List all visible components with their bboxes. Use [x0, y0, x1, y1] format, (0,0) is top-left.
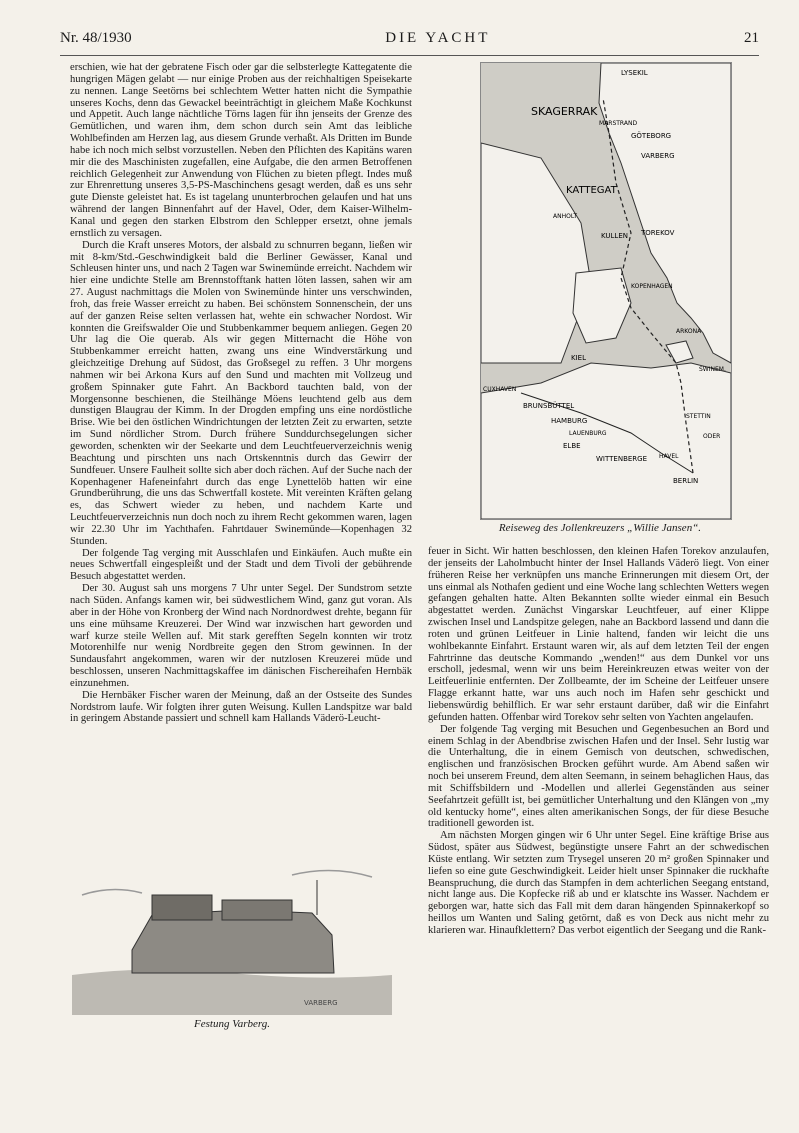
map-label-elbe: ELBE [563, 442, 581, 450]
paragraph: Am nächsten Morgen gingen wir 6 Uhr unter Segel. Eine kräftige Brise aus Südost, später aus Südwest, begünstigte unsere Fahrt an der schwedischen Küste entlang. Wir setzten zum Trysegel unseren 20 m² großen Spinnaker und liefen so eine gute Geschwindigkeit. Leider hielt unser Spinnaker die ruckhafte Beanspruchung, die durch das Stampfen in dem achterlichen Seegang entstand, nicht lange aus. Die Kopfecke riß ab und er klatschte ins Wasser. Nachdem er geborgen war, hatte sich das Fall mit dem daran hängenden Spinnakerkopf so heillos um Wanten und Saling getörnt, daß es von Deck aus nicht mehr zu klarieren war. Hinaufklettern? Das verbot eigentlich der Seegang und die Rank- [428, 830, 769, 936]
map-label-goteborg: GÖTEBORG [631, 132, 672, 140]
map-label-kattegat: KATTEGAT [566, 185, 617, 196]
map-label-marstrand: MARSTRAND [599, 120, 638, 127]
fortress-sketch [72, 855, 392, 1015]
map-label-swinemunde: SWINEM. [699, 366, 726, 373]
map-label-skagerrak: SKAGERRAK [531, 105, 598, 118]
header-rule [60, 55, 759, 56]
map-label-varberg: VARBERG [641, 152, 675, 160]
map-label-cuxhaven: CUXHAVEN [483, 386, 517, 393]
map-label-kiel: KIEL [571, 354, 586, 362]
issue-number: Nr. 48/1930 [60, 30, 132, 46]
map-label-lysekil: LYSEKIL [621, 69, 648, 77]
paragraph: Die Hernbäker Fischer waren der Meinung, daß an der Ostseite des Sundes Nordstrom laufe. Wir folgten ihrer guten Weisung. Kullen Landspitze war bald in geringem Abstande passiert und schnell kam Hallands Väderö-Leucht- [70, 689, 412, 725]
route-map [480, 62, 732, 520]
map-caption: Reiseweg des Jollenkreuzers „Willie Jansen“. [498, 522, 702, 534]
map-label-torekov: TOREKOV [641, 229, 675, 237]
fortress-signature: VARBERG [304, 999, 338, 1007]
map-label-berlin: BERLIN [673, 477, 699, 485]
paragraph: Durch die Kraft unseres Motors, der alsbald zu schnurren begann, ließen wir mit 8-km/Std.-Geschwindigkeit bald die Berliner Gewässer, Kanal und Schleusen hinter uns, und nach 2 Tagen war Swinemünde erreicht. Nachdem wir hier eine undichte Stelle am Brennstofftank hatten löten lassen, sahen wir am 27. August nachmittags die Molen von Swinemünde hinter uns verschwinden, froh, das freie Wasser erreicht zu haben. Bei schönstem Sonnenschein, der uns auf der ganzen Reise selten verlassen hat, wehte ein schwacher Nordost. Wir konnten die Greifswalder Oie und Stubbenkammer bequem anliegen. Gegen 20 Uhr lag die Oie querab. Als wir gegen Mitternacht die Höhe von Stubbenkammer erreicht hatten, zwang uns eine Windverstärkung und gleichzeitige Drehung auf Südost, das Großsegel zu reffen. 3 Uhr morgens nahmen wir bei Arkona Kurs auf den Sund und machten mit Vollzeug und großem Spinnaker gute Fahrt. An Backbord tauchten bald, von der Morgensonne beschienen, die Steilhänge Möens leuchtend gelb aus dem dunstigen Blaugrau der Kimm. In der Drogden empfing uns eine nordöstliche Brise. Wie bei den östlichen Windrichtungen der letzten Zeit zu erwarten, setzte im Sund nördlicher Strom. Durch frühere Sunddurchsegelungen sicher geworden, schenkten wir der Seekarte und dem Leuchtfeuerverzeichnis wenig Beachtung und pirschten uns nach Ortskenntnis durch das Gewirr der Sundfeuer. Unsere Faulheit sollte sich aber doch rächen. Auf der Suche nach der Kopenhagener Hafeneinfahrt durch das enge Lynettelöb hatten wir eine Grundberührung, die uns das Schwertfall kostete. Mit vereinten Kräften gelang es, das Schwert wieder zu heben, und nachdem Karte und Leuchtfeuerverzeichnis nun doch noch zu ihrem Recht gekommen waren, lagen wir 22.30 Uhr im Yachthafen. Fahrtdauer Swinemünde—Kopenhagen 32 Stunden. [70, 239, 412, 547]
paragraph: Der folgende Tag verging mit Ausschlafen und Einkäufen. Auch mußte ein neues Schwertfall eingespleißt und der Stadt und dem Tivoli der gebührende Besuch abgestattet werden. [70, 547, 412, 583]
map-label-brunsbuttel: BRUNSBÜTTEL [523, 402, 575, 410]
map-label-wittenberge: WITTENBERGE [596, 455, 648, 463]
fortress-caption: Festung Varberg. [194, 1018, 270, 1030]
paragraph: Der folgende Tag verging mit Besuchen und Gegenbesuchen an Bord und einem Schlag in der Abendbrise zwischen Hafen und der Insel. Sehr lustig war die Unterhaltung, die in einem Gemisch von deutschen, schwedischen, englischen und französischen Brocken geführt wurde. Am Abend saßen wir noch bei unserem Freund, dem alten Seemann, in seinem behaglichen Haus, das mit Schiffsbildern und -Modellen und allerlei Gegenständen aus seiner Seefahrtzeit gefüllt ist, bei gemütlicher Unterhaltung und den Klängen von „my old kentucky home“, eines alten amerikanischen Songs, der für diese Besuche traditionell geworden ist. [428, 723, 769, 830]
fortress-illustration [72, 855, 392, 1015]
map-label-lauenburg: LAUENBURG [569, 430, 607, 437]
map-label-kopenhagen: KOPENHAGEN [631, 283, 673, 290]
route-map-drawing [481, 63, 731, 519]
paragraph: erschien, wie hat der gebratene Fisch oder gar die selbsterlegte Kattegatente die hungrigen Mägen gelabt — nur einige Proben aus der reichhaltigen Speisekarte zu nennen. Lange Seetörns bei schlechtem Wetter hatten nicht die Sympathie unseres Kochs, denn das Gewackel beeinträchtigt in gleichem Maße Kochkunst und Appetit. Auch lange nächtliche Törns lagen für ihn jenseits der Grenze des Gemütlichen, und waren ihm, dem schon durch sein Amt das leibliche Wohlbefinden am Herzen lag, aus diesem Grunde verhaßt. Als Dritten im Bunde habe ich noch mich selbst vorzustellen. Neben den Pflichten des Kapitäns waren mir die des Maschinisten zugefallen, eine Aufgabe, die den armen Betroffenen reichlich Gelegenheit zur Anwendung von Flüchen zu bieten pflegt. Indes muß zur Ehrenrettung unseres 3,5-PS-Maschinchens gesagt werden, daß es uns sehr gute Dienste geleistet hat. Es ist tagelang ununterbrochen gelaufen und hat uns während der langen Binnenfahrt auf der Havel, Oder, dem Kaiser-Wilhelm-Kanal und gegen den starken Elbstrom den Schlepper ersetzt, ohne jemals ernstlich zu versagen. [70, 62, 412, 239]
page-header [60, 30, 759, 54]
map-label-oder: ODER [703, 433, 721, 440]
map-label-kullen: KULLEN [601, 232, 628, 240]
left-column [70, 62, 412, 850]
map-label-anholt: ANHOLT [553, 213, 578, 220]
magazine-title: DIE YACHT [385, 30, 491, 46]
paragraph: Der 30. August sah uns morgens 7 Uhr unter Segel. Der Sundstrom setzte nach Süden. Anfangs kamen wir, bei südwestlichem Wind, ganz gut voran. Als aber in der Höhe von Kronberg der Wind nach Nordnordwest drehte, begann für uns eine mühsame Kreuzerei. Der Wind war inzwischen hart geworden und warf kurze steile Wellen auf. Mit stark gerefften Segeln konnten wir trotz Motorenhilfe nur wenig Nordbreite gegen den Strom gewinnen. In der Sundausfahrt angekommen, waren wir der nutzlosen Kreuzerei müde und beschlossen, unseren Nachmittagskaffee im dänischen Fischereihafen Hernbäk einzunehmen. [70, 583, 412, 689]
map-label-stettin: STETTIN [686, 413, 711, 420]
right-column [428, 546, 769, 1086]
map-label-arkona: ARKONA [676, 328, 702, 335]
page-number: 21 [743, 30, 759, 46]
paragraph: feuer in Sicht. Wir hatten beschlossen, den kleinen Hafen Torekov anzulaufen, der jenseits der Laholmbucht hinter der Insel Hallands Väderö liegt. Von einer früheren Reise her verknüpfen uns manche Erinnerungen mit diesem Ort, der uns einmal als Nothafen gedient und eine Woche lang schlechten Wetters wegen gefangen gehalten hatte. Alten Bekannten sollte wieder einmal ein Besuch abgestattet werden. Zunächst Vingarskar Leuchtfeuer, auf einer Klippe zwischen Insel und Landspitze gelegen, nahe an Backbord lassend und dann die roten und grünen Leitfeuer in Linie haltend, fanden wir leicht die uns wohlbekannte Einfahrt. Erstaunt waren wir, als auf dem letzten Teil der engen Fahrtrinne das deutsche Kommando „wenden!“ aus dem Dunkel vor uns erscholl, jedesmal, wenn wir uns beim Hereinkreuzen etwas weiter von der Leitfeuerlinie entfernten. Der Zollbeamte, der im Scheine der Leitfeuer unsere Flagge erkannt hatte, war uns auch noch im Hafen sehr geschickt und liebenswürdig behilflich. Er war sehr erstaunt darüber, daß wir die Einfahrt gefunden hatten. Offenbar wird Torekov sehr selten von Yachten angelaufen. [428, 546, 769, 723]
map-label-havel: HAVEL [659, 453, 679, 460]
map-label-hamburg: HAMBURG [551, 417, 588, 425]
